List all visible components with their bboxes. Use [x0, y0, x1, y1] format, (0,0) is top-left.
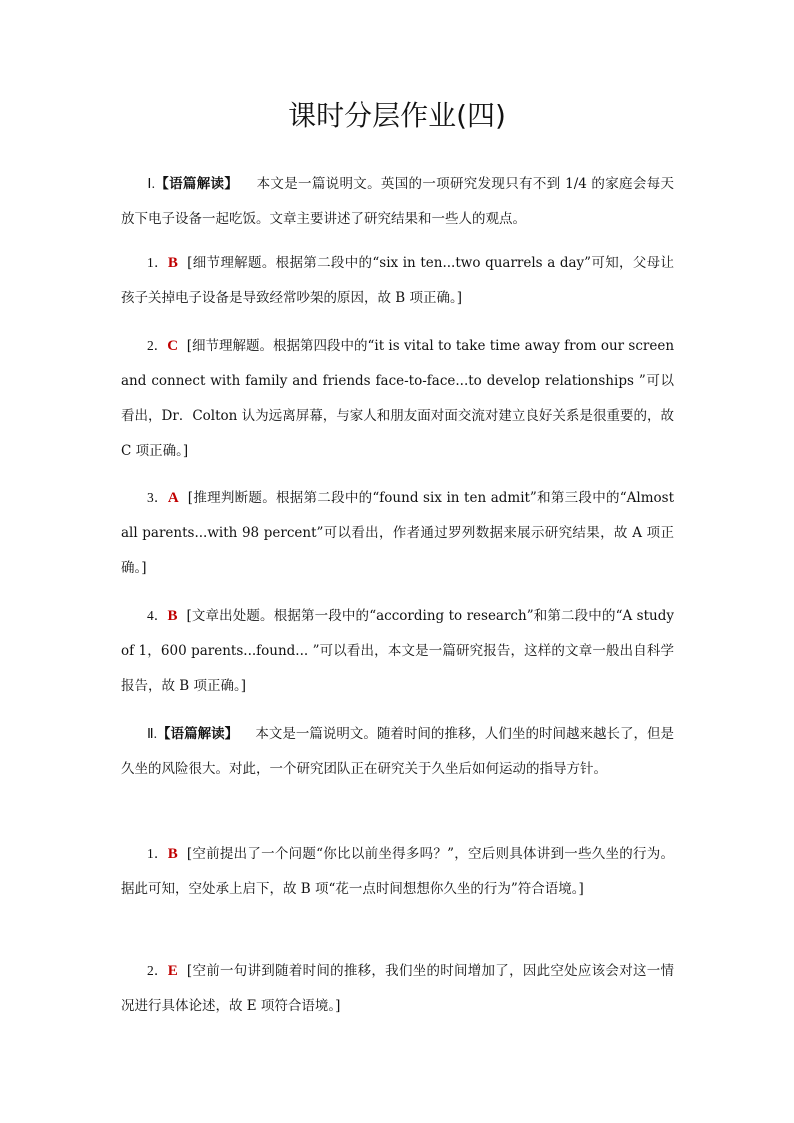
section-1-item-1 [121, 245, 674, 316]
section-2-item-2 [121, 953, 674, 1024]
section-2-label: 【语篇解读】 [157, 726, 239, 742]
section-1-intro-text: 本文是一篇说明文。英国的一项研究发现只有不到 1/4 的家庭会每天放下电子设备一起吃饭。文章主要讲述了研究结果和一些人的观点。 [121, 176, 675, 227]
page-title: 课时分层作业(四) [288, 99, 506, 132]
explanation-text: [空前一句讲到随着时间的推移，我们坐的时间增加了，因此空处应该会对这一情况进行具体论述，故 E 项符合语境。] [121, 963, 674, 1014]
explanation-text: [细节理解题。根据第二段中的“six in ten...two quarrels a day”可知，父母让孩子关掉电子设备是导致经常吵架的原因，故 B 项正确。] [121, 255, 674, 306]
answer-letter: C [167, 338, 179, 354]
section-1-intro [121, 166, 674, 237]
item-number: 1． [147, 846, 168, 861]
section-1-item-3 [121, 480, 674, 586]
explanation-text: [推理判断题。根据第二段中的“found six in ten admit”和第三段中的“Almost all parents...with 98 percent”可以看出，作者通过罗列数据来展示研究结果，故 A 项正确。] [121, 490, 675, 576]
section-2-prefix: Ⅱ. [147, 726, 158, 741]
section-1-item-4 [121, 598, 674, 704]
explanation-text: [空前提出了一个问题“你比以前坐得多吗？”，空后则具体讲到一些久坐的行为。据此可知，空处承上启下，故 B 项“花一点时间想想你久坐的行为”符合语境。] [121, 846, 675, 897]
answer-letter: B [167, 255, 178, 271]
item-number: 1． [147, 255, 168, 270]
section-1-prefix: Ⅰ. [147, 176, 155, 191]
section-1-label: 【语篇解读】 [154, 176, 239, 192]
answer-letter: B [167, 846, 178, 862]
item-number: 2． [147, 963, 168, 978]
item-number: 4． [147, 608, 168, 623]
explanation-text: [细节理解题。根据第四段中的“it is vital to take time away from our screen and connect with family and friends face-to-face...to develop relationships ”可以看出，Dr．Colton 认为远离屏幕，与家人和朋友面对面交流对建立良好关系是很重要的，故 C 项正确。] [121, 338, 675, 459]
section-2-item-1 [121, 836, 674, 907]
section-1-item-2 [121, 328, 674, 469]
section-2-intro-text: 本文是一篇说明文。随着时间的推移，人们坐的时间越来越长了，但是久坐的风险很大。对此，一个研究团队正在研究关于久坐后如何运动的指导方针。 [121, 726, 675, 777]
item-number: 3． [147, 490, 168, 505]
answer-letter: A [167, 490, 179, 506]
explanation-text: [文章出处题。根据第一段中的“according to research”和第二段中的“A study of 1，600 parents...found... ”可以看出，本文是一篇研究报告，这样的文章一般出自科学报告，故 B 项正确。] [121, 608, 674, 694]
section-2-intro [121, 716, 674, 787]
item-number: 2． [147, 338, 168, 353]
answer-letter: E [167, 963, 178, 979]
answer-letter: B [167, 608, 178, 624]
